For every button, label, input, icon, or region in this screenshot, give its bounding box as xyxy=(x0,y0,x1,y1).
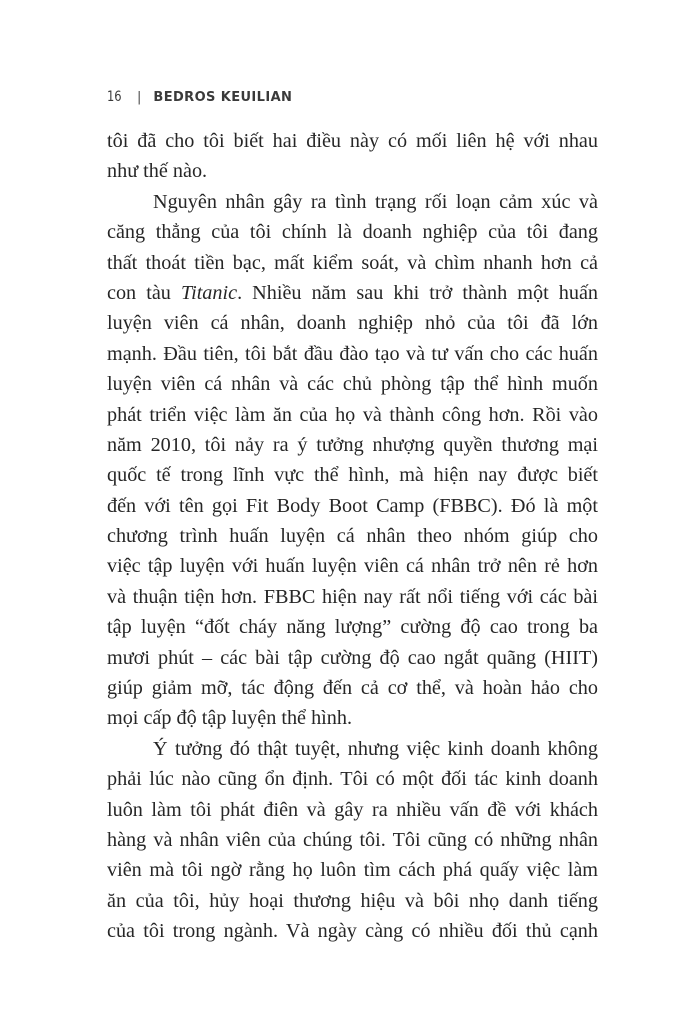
running-header xyxy=(107,87,292,107)
text-line: giúp giảm mỡ, tác động đến cả cơ thể, và hoàn hảo cho xyxy=(107,677,598,700)
author-name: BEDROS KEUILIAN xyxy=(153,89,293,105)
text-line: tập luyện “đốt cháy năng lượng” cường độ cao trong ba xyxy=(107,616,598,639)
text-line: đến với tên gọi Fit Body Boot Camp (FBBC). Đó là một xyxy=(107,494,598,517)
text-line: mọi cấp độ tập luyện thể hình. xyxy=(107,707,353,730)
text-line-with-italic xyxy=(107,278,598,308)
text-line: căng thẳng của tôi chính là doanh nghiệp của tôi đang xyxy=(107,221,598,244)
text-line: luyện viên cá nhân và các chủ phòng tập thể hình muốn xyxy=(107,373,598,396)
text-line: như thế nào. xyxy=(107,160,208,183)
text-line: luyện viên cá nhân, doanh nghiệp nhỏ của tôi đã lớn xyxy=(107,312,598,335)
text-fragment: . Nhiều năm sau khi trở thành một huấn xyxy=(237,281,598,304)
text-fragment: con tàu xyxy=(107,281,181,304)
text-line: hàng và nhân viên của chúng tôi. Tôi cũng có những nhân xyxy=(107,828,598,851)
text-line: việc tập luyện với huấn luyện viên cá nhân trở nên rẻ hơn xyxy=(107,555,598,578)
text-line: viên mà tôi ngờ rằng họ luôn tìm cách phá quấy việc làm xyxy=(107,859,598,882)
text-line: và thuận tiện hơn. FBBC hiện nay rất nổi tiếng với các bài xyxy=(107,585,598,608)
text-line: mạnh. Đầu tiên, tôi bắt đầu đào tạo và tư vấn cho các huấn xyxy=(107,342,598,365)
text-line: thất thoát tiền bạc, mất kiểm soát, và chìm nhanh hơn cả xyxy=(107,251,598,274)
text-line: luôn làm tôi phát điên và gây ra nhiều vấn đề với khách xyxy=(107,798,598,821)
text-line: quốc tế trong lĩnh vực thể hình, mà hiện nay được biết xyxy=(107,464,598,487)
text-line: ăn của tôi, hủy hoại thương hiệu và bôi nhọ danh tiếng xyxy=(107,889,598,912)
text-line: của tôi trong ngành. Và ngày càng có nhiều đối thủ cạnh xyxy=(107,920,598,943)
text-line: phải lúc nào cũng ổn định. Tôi có một đối tác kinh doanh xyxy=(107,768,598,791)
text-line: mươi phút – các bài tập cường độ cao ngắt quãng (HIIT) xyxy=(107,646,598,669)
text-line: tôi đã cho tôi biết hai điều này có mối liên hệ với nhau xyxy=(107,130,598,152)
header-separator: | xyxy=(137,89,142,105)
paragraph-start-line: Nguyên nhân gây ra tình trạng rối loạn cảm xúc và xyxy=(153,190,598,213)
text-line: chương trình huấn luyện cá nhân theo nhóm giúp cho xyxy=(107,525,598,548)
paragraph-start-line: Ý tưởng đó thật tuyệt, nhưng việc kinh doanh không xyxy=(153,737,598,760)
italic-title: Titanic xyxy=(180,281,238,304)
text-line: năm 2010, tôi nảy ra ý tưởng nhượng quyền thương mại xyxy=(107,433,598,456)
body-text xyxy=(107,126,598,947)
text-line: phát triển việc làm ăn của họ và thành công hơn. Rồi vào xyxy=(107,403,598,426)
page-number: 16 xyxy=(107,89,122,105)
